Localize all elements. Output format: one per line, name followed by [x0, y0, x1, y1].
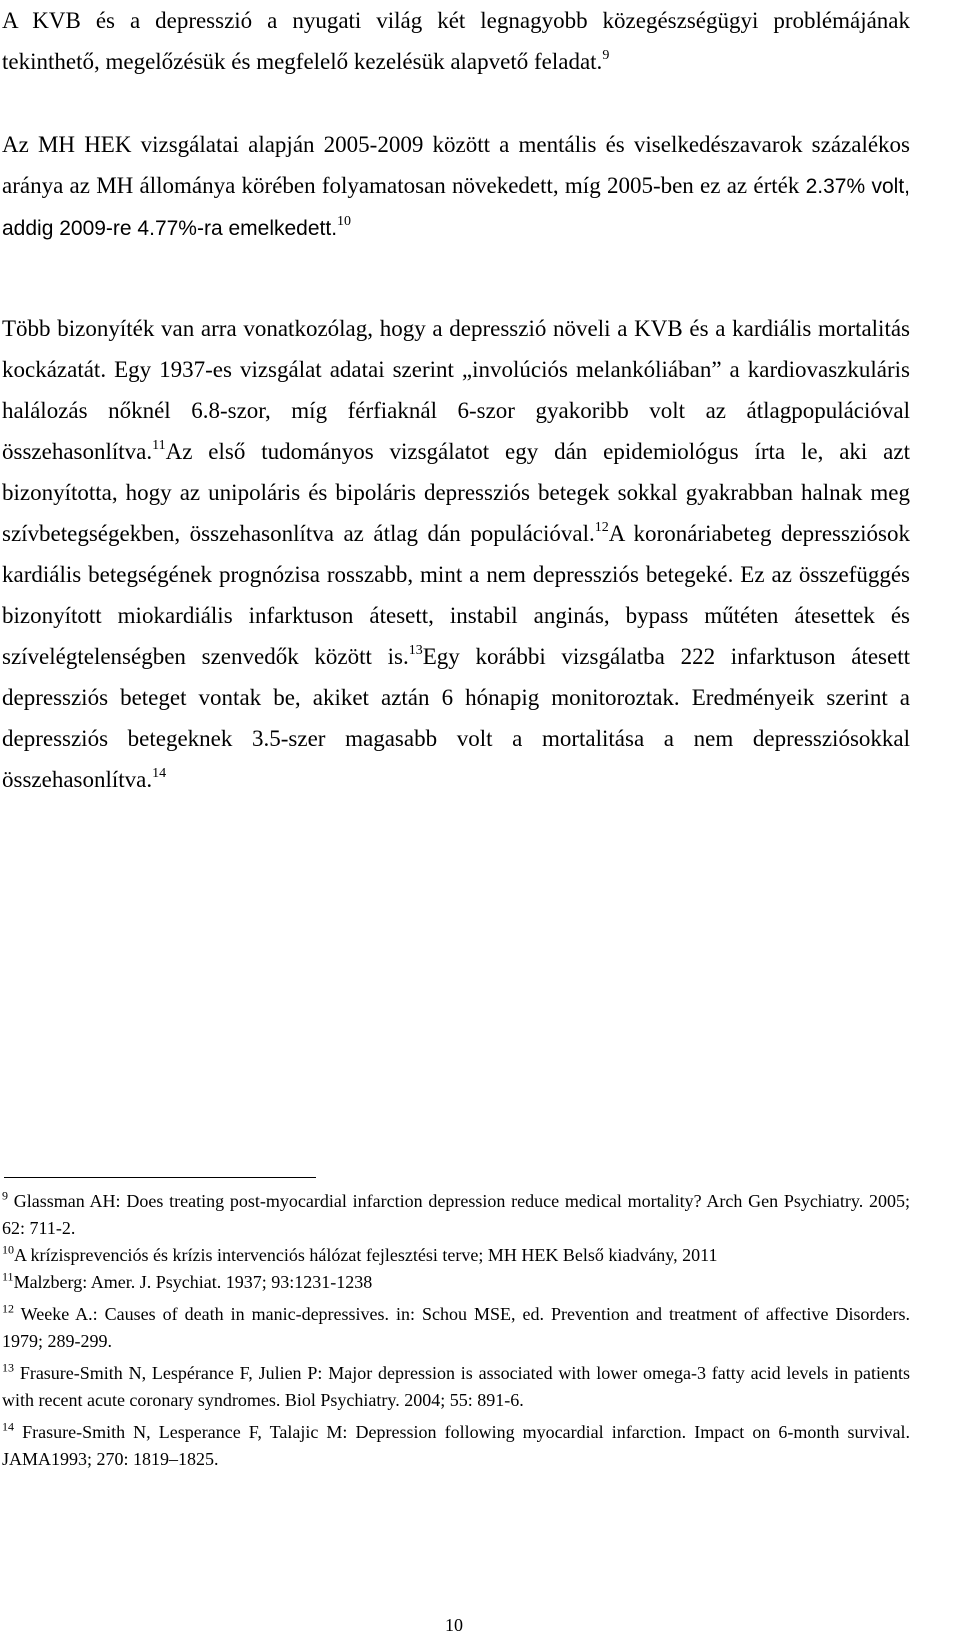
footnote [2, 1269, 910, 1296]
paragraph-evidence [2, 308, 910, 800]
footnote-separator [4, 1177, 316, 1178]
footnote-text: Frasure-Smith N, Lesperance F, Talajic M: Depression following myocardial infarction. Impact on 6-month survival. JAMA1993; 270: 1819–1825. [2, 1422, 910, 1469]
footnote-ref[interactable]: 13 [408, 642, 423, 658]
footnote-number: 13 [2, 1360, 14, 1375]
footnote [2, 1242, 910, 1269]
footnote-ref[interactable]: 9 [602, 47, 610, 63]
footnotes [2, 1188, 910, 1473]
footnote-number: 10 [2, 1242, 14, 1257]
footnote-text: A krízisprevenciós és krízis intervenciós hálózat fejlesztési terve; MH HEK Belső kiadvány, 2011 [14, 1245, 718, 1265]
footnote [2, 1419, 910, 1473]
footnote-ref[interactable]: 10 [337, 213, 352, 229]
footnote-number: 14 [2, 1419, 14, 1434]
footnote [2, 1301, 910, 1355]
page-number: 10 [445, 1615, 463, 1635]
footnote-text: Weeke A.: Causes of death in manic-depressives. in: Schou MSE, ed. Prevention and treatment of affective Disorders. 1979; 289-299. [2, 1304, 910, 1351]
paragraph-text: Az első tudományos vizsgálatot egy dán epidemiológus írta le, aki azt bizonyította, hogy az unipoláris és bipoláris depressziós betegek sokkal gyakrabban halnak meg szívbetegségekben, összehasonlítva az átlag dán populációval. [2, 439, 910, 546]
footnote-ref[interactable]: 12 [594, 519, 609, 535]
footnote-number: 12 [2, 1301, 14, 1316]
footnote-ref[interactable]: 14 [152, 765, 167, 781]
footnote-number: 9 [2, 1188, 8, 1203]
paragraph-mh-hek [2, 124, 910, 249]
paragraph-text: Az MH HEK vizsgálatai alapján 2005-2009 között a mentális és viselkedészavarok százalékos aránya az MH állományа körében folyamatosan növekedett, míg 2005-ben ez az érték [2, 132, 910, 198]
paragraph-text: Több bizonyíték van arra vonatkozólag, hogy a depresszió növeli a KVB és a kardiális mortalitás kockázatát. Egy 1937-es vizsgálat adatai szerint „involúciós melankóliában” a kardiovaszkuláris halálozás nőknél 6.8-szor, míg férfiaknál 6-szor gyakoribb volt az átlagpopulációval összehasonlítva. [2, 316, 910, 464]
footnote-text: Malzberg: Amer. J. Psychiat. 1937; 93:1231-1238 [13, 1272, 373, 1292]
footnote [2, 1360, 910, 1414]
footnote [2, 1188, 910, 1242]
footnote-ref[interactable]: 11 [152, 437, 166, 453]
paragraph-text: A koronáriabeteg depressziósok kardiális betegségének prognózisa rosszabb, mint a nem depressziós betegeké. Ez az összefüggés bizonyított miokardiális infarktuson átesett, instabil anginás, bypass műtéten átesettek és szívelégtelenségben szenvedők között is. [2, 521, 910, 669]
footnote-text: Frasure-Smith N, Lespérance F, Julien P: Major depression is associated with lower omega-3 fatty acid levels in patients with recent acute coronary syndromes. Biol Psychiatry. 2004; 55: 891-6. [2, 1363, 910, 1410]
paragraph-intro [2, 0, 910, 82]
footnote-text: Glassman AH: Does treating post-myocardial infarction depression reduce medical mortality? Arch Gen Psychiatry. 2005; 62: 711-2. [2, 1191, 910, 1238]
footnote-number: 11 [2, 1269, 14, 1284]
paragraph-text: Egy korábbi vizsgálatba 222 infarktuson átesett depressziós beteget vontak be, akiket aztán 6 hónapig monitoroztak. Eredményeik szerint a depressziós betegeknek 3.5-szer magasabb volt a mortalitása a nem depressziósokkal összehasonlítva. [2, 644, 910, 792]
paragraph-text: A KVB és a depresszió a nyugati világ két legnagyobb közegészségügyi problémájának tekinthető, megelőzésük és megfelelő kezelésük alapvető feladat. [2, 8, 910, 74]
paragraph-text-sans: 2.37% volt, addig 2009-re 4.77%-ra emelkedett. [2, 175, 910, 240]
